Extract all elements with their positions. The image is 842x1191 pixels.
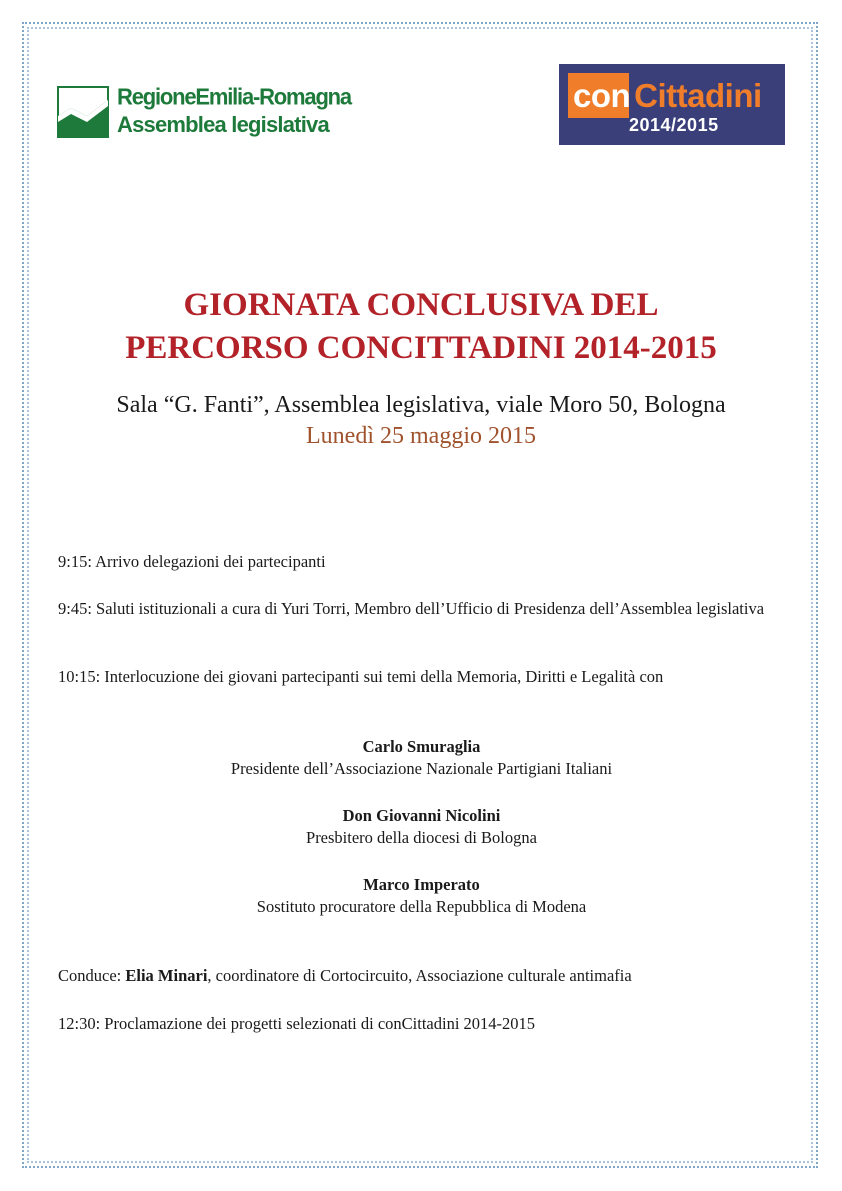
regione-emilia-romagna-logo bbox=[57, 83, 351, 144]
moderator-prefix: Conduce: bbox=[58, 966, 126, 985]
speaker-block bbox=[58, 874, 785, 918]
speaker-role: Presidente dell’Associazione Nazionale Partigiani Italiani bbox=[230, 759, 613, 778]
logo-line-regione: RegioneEmilia-Romagna bbox=[117, 83, 351, 110]
speaker-name: Carlo Smuraglia bbox=[362, 737, 481, 756]
program-item-greetings: 9:45: Saluti istituzionali a cura di Yuri Torri, Membro dell’Ufficio di Presidenza dell’Assemblea legislativa bbox=[58, 599, 765, 618]
speaker-block bbox=[58, 736, 785, 780]
speaker-name: Don Giovanni Nicolini bbox=[342, 806, 501, 825]
speaker-role: Presbitero della diocesi di Bologna bbox=[306, 828, 537, 847]
event-title bbox=[60, 284, 782, 370]
program-item-proclamation: 12:30: Proclamazione dei progetti selezionati di conCittadini 2014-2015 bbox=[58, 1014, 536, 1033]
program-moderator bbox=[58, 965, 785, 987]
logo-wordmark bbox=[573, 73, 762, 118]
program-item-dialogue: 10:15: Interlocuzione dei giovani partecipanti sui temi della Memoria, Diritti e Legalità con bbox=[58, 667, 664, 686]
regione-emblem-icon bbox=[57, 86, 109, 138]
event-date: Lunedì 25 maggio 2015 bbox=[306, 423, 536, 449]
moderator-description: , coordinatore di Cortocircuito, Associazione culturale antimafia bbox=[207, 966, 632, 985]
page-border-inner bbox=[27, 27, 813, 1163]
program-item-arrival: 9:15: Arrivo delegazioni dei partecipanti bbox=[58, 552, 326, 571]
title-line-2: PERCORSO CONCITTADINI 2014-2015 bbox=[125, 330, 717, 366]
logo-line-assemblea: Assemblea legislativa bbox=[117, 112, 329, 137]
speaker-name: Marco Imperato bbox=[363, 875, 480, 894]
title-line-1: GIORNATA CONCLUSIVA DEL bbox=[183, 287, 659, 323]
logo-cittadini: Cittadini bbox=[634, 77, 762, 114]
moderator-name: Elia Minari bbox=[125, 966, 208, 985]
logo-year: 2014/2015 bbox=[629, 115, 719, 135]
speaker-role: Sostituto procuratore della Repubblica di Modena bbox=[256, 897, 587, 916]
speaker-block bbox=[58, 805, 785, 849]
logo-con: con bbox=[573, 77, 631, 114]
concittadini-logo bbox=[559, 64, 785, 145]
event-venue: Sala “G. Fanti”, Assemblea legislativa, viale Moro 50, Bologna bbox=[116, 392, 726, 418]
